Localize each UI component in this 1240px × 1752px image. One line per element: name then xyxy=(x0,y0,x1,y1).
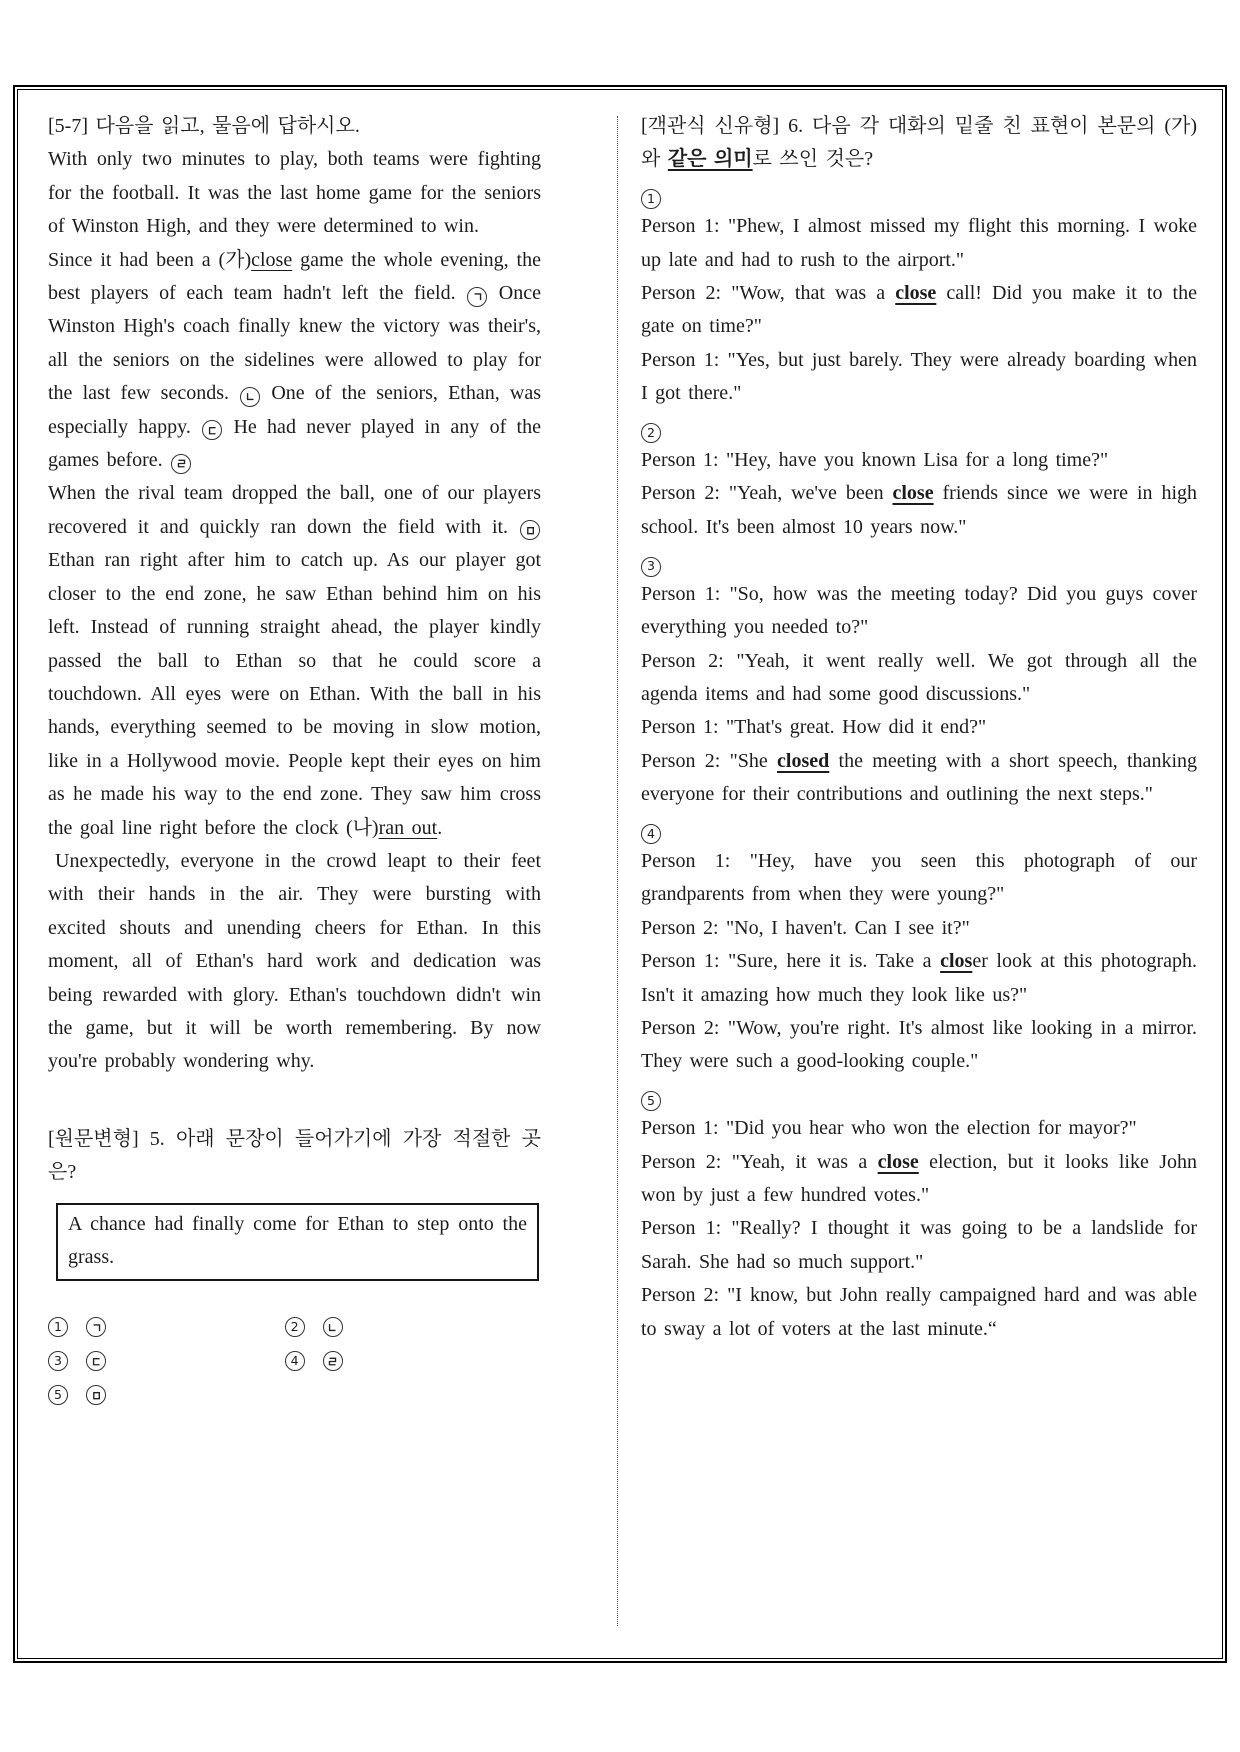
circled-digeut-marker-icon xyxy=(202,420,222,440)
dialogue-line xyxy=(641,578,1197,645)
dialogue-line xyxy=(641,1212,1197,1279)
text-run: the meeting with a short speech, thanking everyone for their contributions and outlining the next steps." xyxy=(641,749,1197,806)
circled-mieum-marker-icon xyxy=(86,1385,106,1405)
text-run: Person 2: "Yeah, it was a xyxy=(641,1150,878,1173)
circled-giyeok-marker-icon xyxy=(467,287,487,307)
text-run: Person 2: "No, I haven't. Can I see it?" xyxy=(641,916,970,939)
dialogue-line xyxy=(641,477,1197,544)
underlined-text: close xyxy=(877,1150,919,1173)
dialogue-line xyxy=(641,845,1197,912)
exam-sheet xyxy=(17,89,1223,1659)
dialogue-line xyxy=(641,745,1197,812)
item-number-line xyxy=(641,177,1197,210)
question5-sentence-box xyxy=(56,1203,539,1282)
exam-sheet-frame xyxy=(13,85,1227,1663)
text-run: er look at this photograph. Isn't it amazing how much they look like us?" xyxy=(641,950,1197,1006)
circled-nieun-marker-icon xyxy=(323,1317,343,1337)
circled-number-2: 2 xyxy=(285,1317,305,1337)
item-number-line xyxy=(641,1079,1197,1112)
item-number-line xyxy=(641,812,1197,845)
circled-digeut-marker-icon xyxy=(86,1351,106,1371)
circled-number-1: 1 xyxy=(48,1317,68,1337)
question6-header xyxy=(641,110,1197,177)
text-run: call! Did you make it to the gate on time?" xyxy=(641,282,1197,338)
underlined-text: closed xyxy=(777,749,830,772)
text-run: Person 1: "Hey, have you seen this photograph of our grandparents from when they were young?" xyxy=(641,849,1197,906)
text-run: When the rival team dropped the ball, one of our players recovered it and quickly ran down the field with it. xyxy=(48,482,541,538)
item-number-line xyxy=(641,544,1197,577)
text-run: One of the seniors, Ethan, was especially happy. xyxy=(48,382,541,438)
passage-instruction: [5-7] 다음을 읽고, 물음에 답하시오. xyxy=(48,115,360,137)
underlined-text: ran out xyxy=(378,816,438,839)
dialogue-line xyxy=(641,1279,1197,1346)
circled-number-1: 1 xyxy=(641,189,661,209)
text-run: Person 2: "Wow, that was a xyxy=(641,282,896,305)
text-run: Once Winston High's coach finally knew the victory was their's, all the seniors on the sidelines were allowed to play for the last few seconds. xyxy=(48,282,541,405)
text-run: Person 1: "Sure, here it is. Take a xyxy=(641,950,941,973)
question5 xyxy=(48,1123,541,1406)
question5-option-4 xyxy=(285,1351,541,1371)
text-run: Person 2: "Yeah, it went really well. We got through all the agenda items and had some good discussions." xyxy=(641,649,1197,705)
underlined-text: 같은 의미 xyxy=(667,148,753,171)
dialogue-line xyxy=(641,1012,1197,1079)
dialogue-line xyxy=(641,344,1197,411)
circled-rieul-marker-icon xyxy=(171,454,191,474)
text-run: game the whole evening, the best players of each team hadn't left the field. xyxy=(48,248,541,305)
passage-paragraph-2 xyxy=(48,244,541,478)
text-run: Person 1: "Hey, have you known Lisa for a long time?" xyxy=(641,449,1109,472)
circled-number-3: 3 xyxy=(48,1351,68,1371)
question6-item-5 xyxy=(641,1079,1197,1346)
underlined-text: close xyxy=(892,482,934,505)
text-run: Person 2: "I know, but John really campaigned hard and was able to sway a lot of voters at the last minute.“ xyxy=(641,1284,1197,1340)
text-run: Person 2: "She xyxy=(641,749,778,772)
question5-option-2 xyxy=(285,1317,541,1337)
passage-paragraph-3 xyxy=(48,477,541,844)
circled-nieun-marker-icon xyxy=(240,387,260,407)
dialogue-line xyxy=(641,912,1197,945)
question6-item-4 xyxy=(641,812,1197,1079)
dialogue-line xyxy=(641,1112,1197,1145)
dialogue-line xyxy=(641,444,1197,477)
text-run: friends since we were in high school. It's been almost 10 years now." xyxy=(641,482,1198,538)
circled-number-4: 4 xyxy=(641,824,661,844)
left-column xyxy=(18,90,617,1658)
question6-item-1 xyxy=(641,177,1197,411)
question5-option-5 xyxy=(48,1385,285,1405)
text-run: Person 1: "Phew, I almost missed my flight this morning. I woke up late and had to rush to the airport." xyxy=(641,215,1197,271)
text-run: . xyxy=(437,816,443,839)
text-run: [객관식 신유형] 6. 다음 각 대화의 밑줄 친 표현이 본문의 (가)와 xyxy=(641,115,1197,171)
text-run: He had never played in any of the games before. xyxy=(48,415,541,472)
text-run: 로 쓰인 것은? xyxy=(752,148,874,171)
dialogue-line xyxy=(641,1146,1197,1213)
circled-rieul-marker-icon xyxy=(323,1351,343,1371)
circled-number-5: 5 xyxy=(48,1385,68,1405)
question5-options xyxy=(48,1317,541,1405)
text-run: Person 1: "That's great. How did it end?" xyxy=(641,716,987,739)
text-run: election, but it looks like John won by just a few hundred votes." xyxy=(641,1150,1197,1206)
text-run: Since it had been a (가) xyxy=(48,248,252,271)
underlined-text: close xyxy=(251,248,293,271)
underlined-text: close xyxy=(895,282,937,305)
dialogue-line xyxy=(641,711,1197,744)
dialogue-line xyxy=(641,645,1197,712)
dialogue-line xyxy=(641,277,1197,344)
circled-giyeok-marker-icon xyxy=(86,1317,106,1337)
question5-header: [원문변형] 5. 아래 문장이 들어가기에 가장 적절한 곳은? xyxy=(48,1127,541,1184)
circled-number-4: 4 xyxy=(285,1351,305,1371)
item-number-line xyxy=(641,411,1197,444)
question5-option-3 xyxy=(48,1351,285,1371)
text-run: Ethan ran right after him to catch up. As our player got closer to the end zone, he saw Ethan behind him on his left. Instead of running straight ahead, the player kindly passed the ball to Ethan so that he could score a touchdown. All eyes were on Ethan. With the ball in his hands, everything seemed to be moving in slow motion, like in a Hollywood movie. People kept their eyes on him as he made his way to the end zone. They saw him cross the goal line right before the clock (나) xyxy=(48,549,541,839)
underlined-text: clos xyxy=(940,950,973,973)
question5-box-sentence: A chance had finally come for Ethan to step onto the grass. xyxy=(68,1212,527,1268)
question5-option-1 xyxy=(48,1317,285,1337)
text-run: Person 1: "So, how was the meeting today? Did you guys cover everything you needed to?" xyxy=(641,582,1197,639)
circled-number-5: 5 xyxy=(641,1091,661,1111)
question6-item-2 xyxy=(641,411,1197,545)
passage-paragraph-4: Unexpectedly, everyone in the crowd leapt to their feet with their hands in the air. They were bursting with excited shouts and unending cheers for Ethan. In this moment, all of Ethan's hard work and dedication was being rewarded with glory. Ethan's touchdown didn't win the game, but it will be worth remembering. By now you're probably wondering why. xyxy=(48,849,541,1073)
question6-item-3 xyxy=(641,544,1197,811)
right-column xyxy=(618,90,1222,1658)
text-run: Person 1: "Really? I thought it was going to be a landslide for Sarah. She had so much support." xyxy=(641,1217,1197,1273)
passage-paragraph-1: With only two minutes to play, both teams were fighting for the football. It was the last home game for the seniors of Winston High, and they were determined to win. xyxy=(48,148,541,238)
text-run: Person 1: "Yes, but just barely. They were already boarding when I got there." xyxy=(641,348,1197,405)
dialogue-line xyxy=(641,945,1197,1012)
question6-items xyxy=(641,177,1197,1346)
circled-number-2: 2 xyxy=(641,423,661,443)
circled-mieum-marker-icon xyxy=(520,520,540,540)
circled-number-3: 3 xyxy=(641,557,661,577)
dialogue-line xyxy=(641,210,1197,277)
text-run: Person 2: "Yeah, we've been xyxy=(641,482,893,505)
text-run: Person 2: "Wow, you're right. It's almost like looking in a mirror. They were such a good-looking couple." xyxy=(641,1016,1197,1073)
text-run: Person 1: "Did you hear who won the election for mayor?" xyxy=(641,1117,1137,1140)
